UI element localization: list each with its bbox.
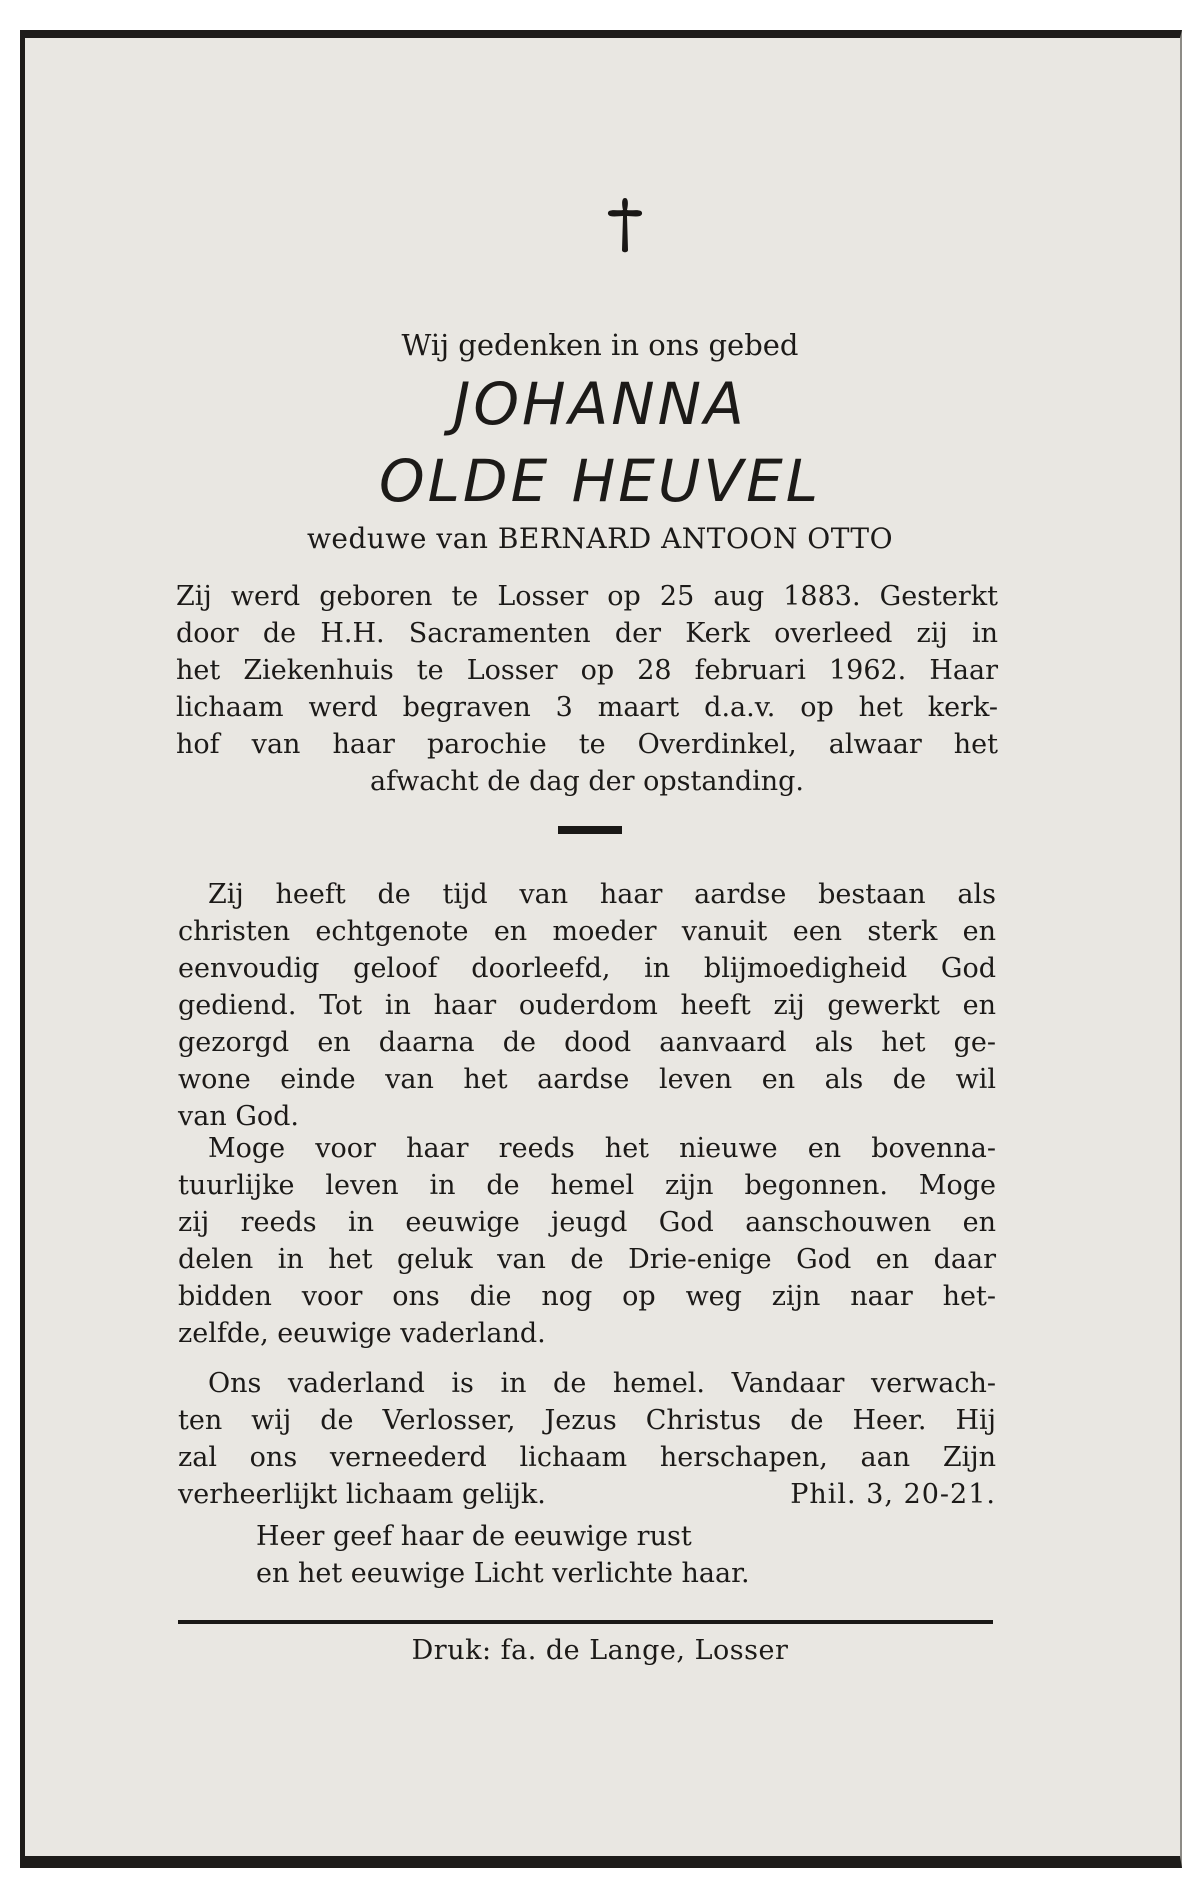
prayer-line: delen in het geluk van de Drie-enige God en daar	[178, 1244, 996, 1275]
prayer-line: zelfde, eeuwige vaderland.	[178, 1318, 546, 1349]
scripture-line: ten wij de Verlosser, Jezus Christus de Heer. Hij	[178, 1405, 996, 1436]
scripture-paragraph	[178, 1365, 996, 1513]
reflection-line: eenvoudig geloof doorleefd, in blijmoedigheid God	[178, 953, 996, 984]
biography-line: het Ziekenhuis te Losser op 28 februari 1962. Haar	[176, 655, 998, 686]
scripture-reference: Phil. 3, 20-21.	[790, 1479, 996, 1510]
biography-line: hof van haar parochie te Overdinkel, alwaar het	[176, 729, 998, 760]
scripture-line: verheerlijkt lichaam gelijk.	[178, 1479, 546, 1510]
memorial-intro: Wij gedenken in ons gebed	[401, 328, 799, 362]
prayer-line: Moge voor haar reeds het nieuwe en bovenna-	[208, 1133, 996, 1164]
prayer-line: bidden voor ons die nog op weg zijn naar het-	[178, 1281, 996, 1312]
reflection-line: van God.	[178, 1101, 300, 1132]
deceased-last-name: OLDE HEUVEL	[378, 447, 822, 515]
closing-prayer	[256, 1518, 836, 1592]
scripture-last-line	[178, 1476, 996, 1513]
biography-line: Zij werd geboren te Losser op 25 aug 1883. Gesterkt	[176, 581, 998, 612]
reflection-paragraph	[178, 876, 996, 1135]
section-separator	[558, 826, 622, 834]
reflection-line: gezorgd en daarna de dood aanvaard als het ge-	[178, 1027, 996, 1058]
biography-line: lichaam werd begraven 3 maart d.a.v. op het kerk-	[176, 692, 998, 723]
printer-credit: Druk: fa. de Lange, Losser	[411, 1635, 789, 1666]
prayer-paragraph	[178, 1130, 996, 1352]
widow-of-line: weduwe van BERNARD ANTOON OTTO	[306, 522, 894, 555]
scripture-line: Ons vaderland is in de hemel. Vandaar verwach-	[208, 1368, 996, 1399]
deceased-first-name: JOHANNA	[453, 370, 747, 438]
reflection-line: gediend. Tot in haar ouderdom heeft zij gewerkt en	[178, 990, 996, 1021]
reflection-line: Zij heeft de tijd van haar aardse bestaan als	[208, 879, 996, 910]
scripture-line: zal ons verneederd lichaam herschapen, aan Zijn	[178, 1442, 996, 1473]
cross-icon	[605, 196, 645, 256]
prayer-line: zij reeds in eeuwige jeugd God aanschouwen en	[178, 1207, 996, 1238]
prayer-line: tuurlijke leven in de hemel zijn begonnen. Moge	[178, 1170, 996, 1201]
reflection-line: christen echtgenote en moeder vanuit een sterk en	[178, 916, 996, 947]
biography-line: door de H.H. Sacramenten der Kerk overleed zij in	[176, 618, 998, 649]
closing-line: en het eeuwige Licht verlichte haar.	[256, 1558, 750, 1589]
footer-rule	[178, 1620, 993, 1624]
biography-paragraph	[176, 578, 998, 800]
closing-line: Heer geef haar de eeuwige rust	[256, 1521, 692, 1552]
reflection-line: wone einde van het aardse leven en als de wil	[178, 1064, 996, 1095]
biography-line: afwacht de dag der opstanding.	[370, 766, 804, 797]
